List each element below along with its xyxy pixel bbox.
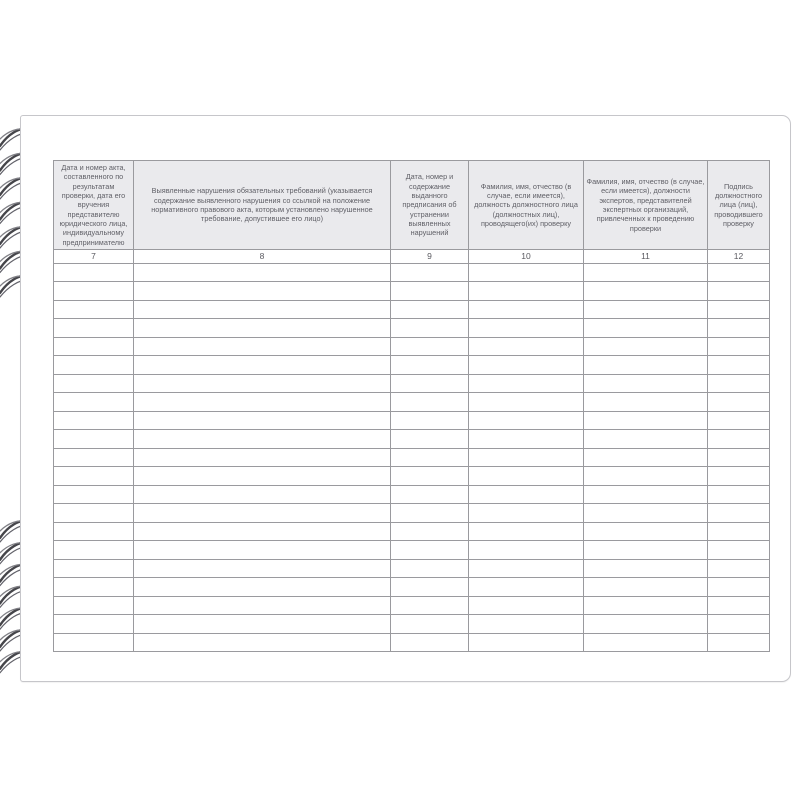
empty-cell xyxy=(54,356,134,375)
table-header-row xyxy=(54,161,770,250)
empty-cell xyxy=(391,504,469,523)
empty-cell xyxy=(708,300,770,319)
empty-cell xyxy=(391,485,469,504)
empty-cell xyxy=(391,578,469,597)
empty-cell xyxy=(584,485,708,504)
empty-cell xyxy=(584,374,708,393)
empty-cell xyxy=(54,337,134,356)
empty-cell xyxy=(584,467,708,486)
empty-cell xyxy=(584,596,708,615)
empty-cell xyxy=(391,448,469,467)
empty-log-row xyxy=(54,633,770,652)
empty-cell xyxy=(469,485,584,504)
empty-cell xyxy=(54,522,134,541)
empty-cell xyxy=(134,393,391,412)
empty-cell xyxy=(469,319,584,338)
empty-cell xyxy=(54,263,134,282)
empty-cell xyxy=(708,448,770,467)
empty-log-row xyxy=(54,541,770,560)
empty-cell xyxy=(708,541,770,560)
empty-log-row xyxy=(54,263,770,282)
empty-cell xyxy=(469,467,584,486)
empty-log-row xyxy=(54,615,770,634)
empty-log-row xyxy=(54,300,770,319)
empty-cell xyxy=(469,578,584,597)
empty-cell xyxy=(708,337,770,356)
empty-cell xyxy=(134,300,391,319)
empty-cell xyxy=(391,356,469,375)
empty-cell xyxy=(391,337,469,356)
empty-log-row xyxy=(54,467,770,486)
empty-cell xyxy=(134,263,391,282)
empty-cell xyxy=(54,300,134,319)
empty-cell xyxy=(391,522,469,541)
empty-cell xyxy=(391,559,469,578)
empty-cell xyxy=(584,393,708,412)
empty-log-row xyxy=(54,522,770,541)
empty-cell xyxy=(134,467,391,486)
empty-cell xyxy=(708,282,770,301)
empty-cell xyxy=(584,541,708,560)
empty-cell xyxy=(584,263,708,282)
empty-cell xyxy=(584,615,708,634)
empty-cell xyxy=(54,393,134,412)
empty-cell xyxy=(54,467,134,486)
empty-cell xyxy=(708,522,770,541)
empty-cell xyxy=(391,282,469,301)
empty-cell xyxy=(584,448,708,467)
empty-cell xyxy=(134,448,391,467)
empty-cell xyxy=(134,522,391,541)
empty-cell xyxy=(708,615,770,634)
empty-cell xyxy=(708,430,770,449)
empty-cell xyxy=(54,374,134,393)
empty-cell xyxy=(584,430,708,449)
inspection-log-table xyxy=(53,160,770,652)
empty-cell xyxy=(54,411,134,430)
empty-cell xyxy=(54,578,134,597)
empty-log-row xyxy=(54,596,770,615)
empty-log-row xyxy=(54,411,770,430)
empty-cell xyxy=(391,374,469,393)
empty-cell xyxy=(708,485,770,504)
empty-cell xyxy=(469,300,584,319)
empty-cell xyxy=(708,559,770,578)
empty-cell xyxy=(469,411,584,430)
empty-cell xyxy=(54,282,134,301)
empty-cell xyxy=(134,374,391,393)
empty-cell xyxy=(54,485,134,504)
empty-cell xyxy=(54,615,134,634)
empty-cell xyxy=(708,393,770,412)
empty-cell xyxy=(54,633,134,652)
empty-cell xyxy=(391,633,469,652)
empty-cell xyxy=(469,356,584,375)
empty-cell xyxy=(708,596,770,615)
empty-cell xyxy=(391,541,469,560)
empty-log-row xyxy=(54,337,770,356)
empty-cell xyxy=(391,467,469,486)
empty-log-row xyxy=(54,393,770,412)
empty-cell xyxy=(469,504,584,523)
column-header-order: Дата, номер и содержание выданного предписания об устранении выявленных нарушений xyxy=(391,161,469,250)
empty-log-row xyxy=(54,430,770,449)
empty-cell xyxy=(469,633,584,652)
empty-cell xyxy=(134,559,391,578)
column-header-act: Дата и номер акта, составленного по результатам проверки, дата его вручения представителю юридического лица, индивидуальному предпринимателю xyxy=(54,161,134,250)
empty-cell xyxy=(708,578,770,597)
column-number: 10 xyxy=(469,249,584,263)
empty-cell xyxy=(469,263,584,282)
empty-cell xyxy=(134,596,391,615)
empty-cell xyxy=(391,393,469,412)
journal-page xyxy=(20,115,791,682)
empty-cell xyxy=(391,319,469,338)
empty-log-row xyxy=(54,374,770,393)
empty-cell xyxy=(134,633,391,652)
empty-cell xyxy=(708,319,770,338)
empty-cell xyxy=(469,522,584,541)
empty-log-row xyxy=(54,504,770,523)
empty-cell xyxy=(134,411,391,430)
empty-cell xyxy=(134,337,391,356)
empty-cell xyxy=(708,467,770,486)
column-number-row xyxy=(54,249,770,263)
empty-cell xyxy=(134,578,391,597)
empty-cell xyxy=(584,504,708,523)
empty-cell xyxy=(469,559,584,578)
empty-cell xyxy=(391,430,469,449)
column-header-official: Фамилия, имя, отчество (в случае, если имеется), должность должностного лица (должностных лиц), проводящего(их) проверку xyxy=(469,161,584,250)
empty-cell xyxy=(391,263,469,282)
empty-cell xyxy=(584,578,708,597)
empty-cell xyxy=(469,374,584,393)
empty-cell xyxy=(708,504,770,523)
column-header-violations: Выявленные нарушения обязательных требований (указывается содержание выявленного нарушения со ссылкой на положение нормативного правового акта, которым установлено нарушенное требование, допустившее его лицо) xyxy=(134,161,391,250)
empty-cell xyxy=(584,559,708,578)
empty-log-row xyxy=(54,319,770,338)
empty-cell xyxy=(469,541,584,560)
column-number: 7 xyxy=(54,249,134,263)
empty-cell xyxy=(584,522,708,541)
empty-cell xyxy=(584,300,708,319)
empty-cell xyxy=(391,411,469,430)
empty-cell xyxy=(469,337,584,356)
empty-cell xyxy=(469,615,584,634)
column-header-experts: Фамилия, имя, отчество (в случае, если имеется), должности экспертов, представителей экспертных организаций, привлеченных к проведению проверки xyxy=(584,161,708,250)
empty-log-row xyxy=(54,356,770,375)
empty-cell xyxy=(134,430,391,449)
empty-cell xyxy=(134,541,391,560)
empty-cell xyxy=(469,282,584,301)
empty-cell xyxy=(134,615,391,634)
empty-log-row xyxy=(54,282,770,301)
empty-cell xyxy=(708,411,770,430)
empty-cell xyxy=(134,504,391,523)
empty-cell xyxy=(54,504,134,523)
empty-cell xyxy=(54,559,134,578)
empty-log-row xyxy=(54,485,770,504)
column-number: 9 xyxy=(391,249,469,263)
empty-cell xyxy=(134,319,391,338)
empty-cell xyxy=(134,485,391,504)
empty-cell xyxy=(708,356,770,375)
empty-cell xyxy=(708,633,770,652)
empty-log-row xyxy=(54,578,770,597)
empty-cell xyxy=(469,430,584,449)
empty-cell xyxy=(54,541,134,560)
empty-cell xyxy=(469,393,584,412)
empty-log-row xyxy=(54,448,770,467)
empty-cell xyxy=(391,596,469,615)
empty-cell xyxy=(584,337,708,356)
empty-cell xyxy=(54,319,134,338)
empty-cell xyxy=(584,411,708,430)
empty-cell xyxy=(708,374,770,393)
empty-cell xyxy=(391,300,469,319)
column-number: 12 xyxy=(708,249,770,263)
empty-cell xyxy=(54,596,134,615)
table-body xyxy=(54,263,770,652)
empty-cell xyxy=(54,430,134,449)
empty-cell xyxy=(469,448,584,467)
empty-cell xyxy=(134,356,391,375)
column-number: 8 xyxy=(134,249,391,263)
empty-cell xyxy=(584,319,708,338)
empty-cell xyxy=(54,448,134,467)
empty-cell xyxy=(584,282,708,301)
empty-cell xyxy=(584,633,708,652)
empty-cell xyxy=(708,263,770,282)
empty-cell xyxy=(134,282,391,301)
empty-cell xyxy=(469,596,584,615)
column-header-signature: Подпись должностного лица (лиц), проводившего проверку xyxy=(708,161,770,250)
empty-cell xyxy=(391,615,469,634)
empty-log-row xyxy=(54,559,770,578)
empty-cell xyxy=(584,356,708,375)
column-number: 11 xyxy=(584,249,708,263)
